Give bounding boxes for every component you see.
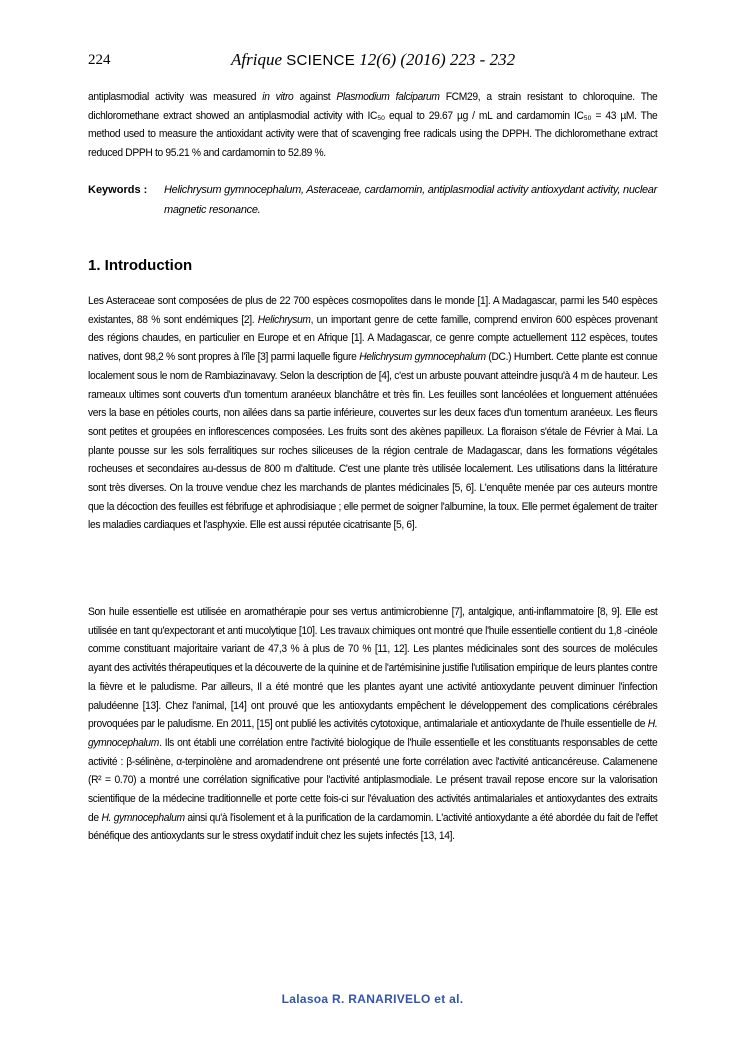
abstract-text-3: FCM29, a strain resistant to chloroquine. The dichloromethane extract showed an antiplasmodial activity with IC₅₀ equal to 29.67 µg / mL and cardamomin IC₅₀ = 43 µM. The method used to measure the antioxidant activity were that of scavenging free radicals using the DPPH. The dichloromethane extract reduced DPPH to 95.21 % and cardamomin to 52.89 %. [88, 91, 658, 160]
intro2-species-2: H. gymnocephalum [101, 811, 185, 824]
abstract-text-2: against [293, 91, 337, 103]
journal-title [231, 50, 515, 70]
section-title: 1. Introduction [88, 257, 193, 274]
intro2-text-2: . Ils ont établi une corrélation entre l'activité biologique de l'huile essentielle et les constituants responsables de cette activité : β-sélinène, α-terpinolène and aromadendrene ont présenté une forte corrélation avec l'activité anticancéreuse. Calamenene (R² = 0.70) a montré une corrélation significative pour l'activité antiplasmodiale. Le présent travail repose encore sur la valorisation scientifique de la médecine traditionnelle et porte cette fois-ci sur l'évaluation des activités antimalariales et antioxydantes des extraits de [88, 736, 658, 824]
intro2-text-1: Son huile essentielle est utilisée en aromathérapie pour ses vertus antimicrobienne [7], antalgique, anti-inflammatoire [8, 9]. Elle est utilisée en tant qu'expectorant et anti mucolytique [10]. Les travaux chimiques ont montré que l'huile essentielle contient du 1,8 -cinéole comme constituant majoritaire variant de 47,3 % à plus de 70 % [11, 12]. Les plantes médicinales sont des sources de molécules ayant des activités thérapeutiques et la découverte de la quinine et de l'artémisinine justifie l'utilisation empirique de leurs plantes contre la fièvre et le paludisme. Par ailleurs, Il a été montré que les plantes ayant une activité antioxydante peuvent diminuer l'infection paludéenne [13]. Chez l'animal, [14] ont prouvé que les antioxydants empêchent le développement des complications cérébrales provoquées par le paludisme. En 2011, [15] ont publié les activités cytotoxique, antimalariale et antioxydante de l'huile essentielle de [88, 606, 658, 731]
journal-name: SCIENCE [286, 52, 356, 69]
intro1-text-3: (DC.) Humbert. Cette plante est connue localement sous le nom de Rambiazinavavy. Selon la description de [4], c'est un arbuste pouvant atteindre jusqu'à 4 m de hauteur. Les rameaux ultimes sont couverts d'un tomentum aranéeux blanchâtre et très fin. Les feuilles sont lancéolées et longuement atténuées vers la base en pétioles courts, non ailées dans sa partie inférieure, couvertes sur les deux faces d'un tomentum aranéeux. Les fleurs sont petites et groupées en inflorescences composées. Les fruits sont des akènes papilleux. La floraison s'étale de Février à Mai. La plante pousse sur les sols ferralitiques sur roches siliceuses de la région centrale de Madagascar, dans les formations végétales rocheuses et secondaires au-dessus de 800 m d'altitude. C'est une plante très utilisée localement. Les utilisations dans la littérature sont très diverses. On la trouve vendue chez les marchands de plantes médicinales [5, 6]. L'enquête menée par ces auteurs montre que la décoction des feuilles est fébrifuge et aphrodisiaque ; elle permet de soigner l'albumine, la toux. Elle permet également de traiter les maladies cardiaques et l'asphyxie. Elle est aussi réputée cicatrisante [5, 6]. [88, 351, 658, 532]
intro1-genus: Helichrysum [257, 313, 311, 326]
keywords-text: Helichrysum gymnocephalum, Asteraceae, cardamomin, antiplasmodial activity antioxydant activity, nuclear magnetic resonance. [164, 184, 657, 216]
page-header [88, 50, 657, 74]
intro1-species: Helichrysum gymnocephalum [359, 351, 486, 364]
intro2-species-1: H. gymnocephalum [88, 718, 658, 749]
journal-italic: Afrique [231, 50, 282, 69]
intro-paragraph-1 [88, 292, 657, 535]
keywords-label: Keywords : [88, 184, 148, 196]
abstract-species: Plasmodium falciparum [336, 91, 440, 103]
intro1-text-2: , un important genre de cette famille, comprend environ 600 espèces provenant des régions chaudes, en particulier en Europe et en Afrique [1]. A Madagascar, ce genre compte actuellement 112 espèces, toutes natives, dont 98,2 % sont propres à l'île [3] parmi laquelle figure [88, 313, 658, 364]
abstract-in-vitro: in vitro [262, 91, 294, 103]
abstract-paragraph [88, 88, 657, 163]
journal-ref: 12(6) (2016) 223 - 232 [359, 50, 516, 69]
intro2-text-3: ainsi qu'à l'isolement et à la purification de la cardamomin. L'activité antioxydante a été abordée du fait de l'effet bénéfique des antioxydants sur le stress oxydatif induit chez les sujets infectés [13, 14]. [88, 811, 658, 843]
intro1-text-1: Les Asteraceae sont composées de plus de 22 700 espèces cosmopolites dans le monde [1]. A Madagascar, parmi les 540 espèces existantes, 88 % sont endémiques [2]. [88, 295, 658, 326]
footer-authors: Lalasoa R. RANARIVELO et al. [281, 992, 464, 1006]
abstract-text-1: antiplasmodial activity was measured [88, 91, 263, 103]
intro-paragraph-2 [88, 603, 657, 846]
page-number: 224 [88, 52, 111, 68]
